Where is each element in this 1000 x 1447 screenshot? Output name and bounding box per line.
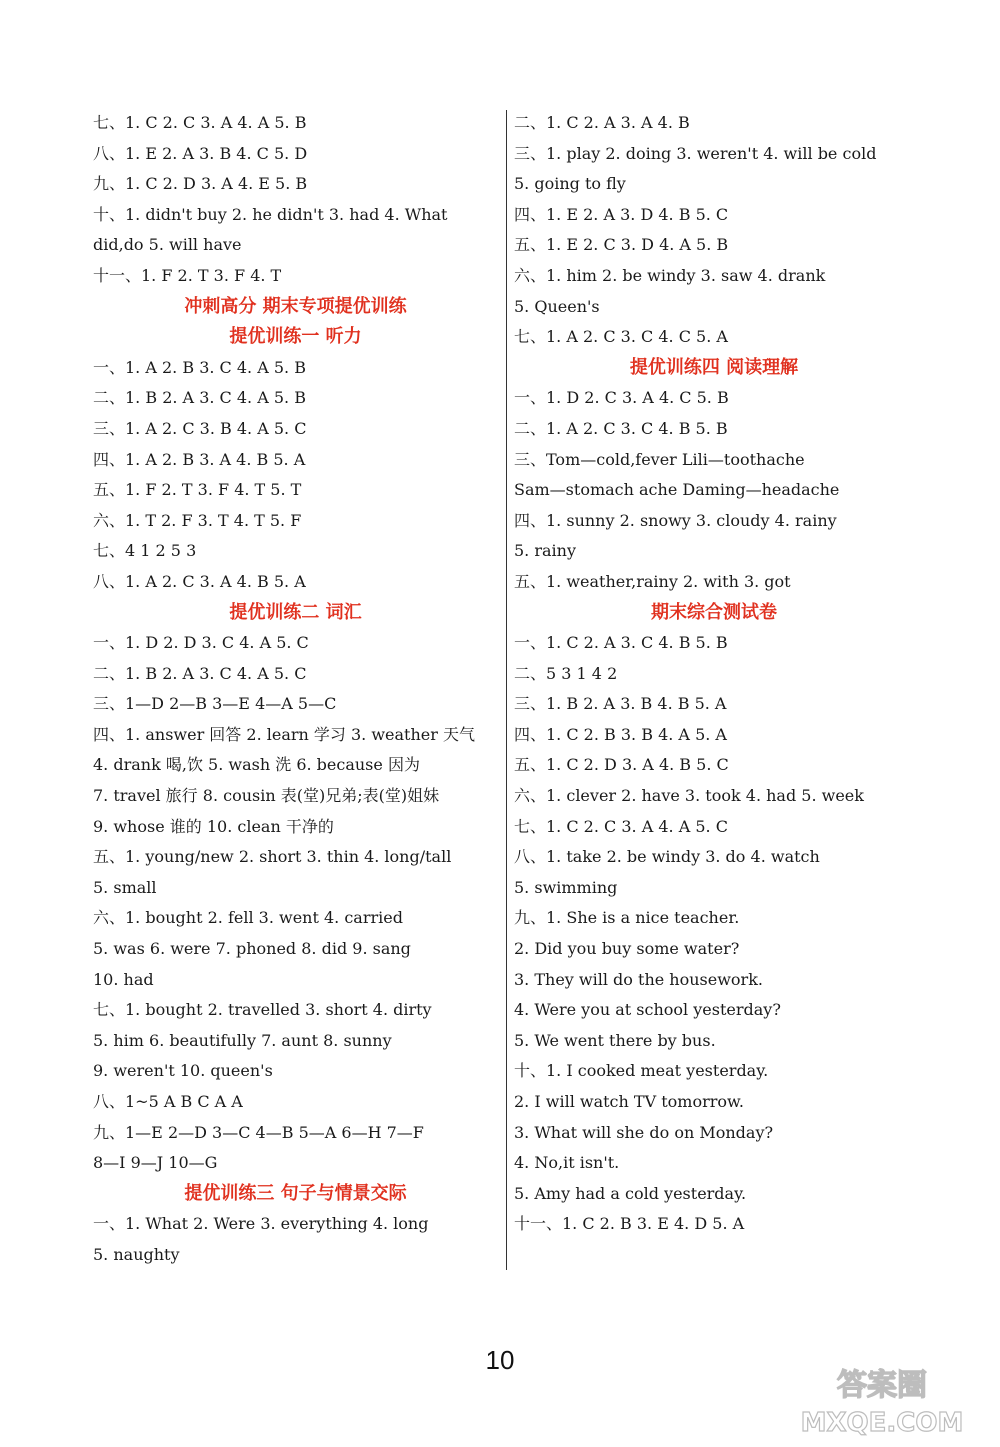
answer-line: 一、1. A 2. B 3. C 4. A 5. B xyxy=(93,357,306,377)
section-heading: 提优训练一 听力 xyxy=(229,326,362,348)
answer-line: 六、1. clever 2. have 3. took 4. had 5. week xyxy=(514,786,864,806)
answer-line: 8—I 9—J 10—G xyxy=(93,1153,218,1173)
answer-line: 十一、1. F 2. T 3. F 4. T xyxy=(93,265,282,285)
answer-line: 二、5 3 1 4 2 xyxy=(514,663,618,683)
answer-line: 七、1. bought 2. travelled 3. short 4. dirty xyxy=(93,1000,432,1020)
answer-line: 十、1. didn't buy 2. he didn't 3. had 4. What xyxy=(93,204,448,224)
left-answer-column xyxy=(93,108,498,1271)
answer-line: 四、1. answer 回答 2. learn 学习 3. weather 天气 xyxy=(93,724,475,744)
answer-line: 九、1. She is a nice teacher. xyxy=(514,908,740,928)
answer-line: 2. I will watch TV tomorrow. xyxy=(514,1092,744,1111)
answer-line: did,do 5. will have xyxy=(93,235,242,255)
answer-line: 五、1. E 2. C 3. D 4. A 5. B xyxy=(514,235,729,255)
answer-line: 十一、1. C 2. B 3. E 4. D 5. A xyxy=(514,1214,745,1234)
answer-line: 5. We went there by bus. xyxy=(514,1030,716,1050)
answer-line: 十、1. I cooked meat yesterday. xyxy=(514,1061,769,1081)
answer-line: 一、1. D 2. C 3. A 4. C 5. B xyxy=(514,388,729,408)
answer-line: 九、1—E 2—D 3—C 4—B 5—A 6—H 7—F xyxy=(93,1122,424,1142)
answer-line: 5. rainy xyxy=(514,541,576,561)
answer-line: 三、Tom—cold,fever Lili—toothache xyxy=(514,449,805,469)
section-heading: 提优训练三 句子与情景交际 xyxy=(184,1182,407,1204)
answer-line: 5. Queen's xyxy=(514,296,600,316)
answer-line: 五、1. young/new 2. short 3. thin 4. long/tall xyxy=(93,847,452,867)
answer-line: 2. Did you buy some water? xyxy=(514,939,740,959)
answer-line: 5. naughty xyxy=(93,1244,180,1264)
answer-line: 六、1. T 2. F 3. T 4. T 5. F xyxy=(93,510,302,530)
answer-line: 9. whose 谁的 10. clean 干净的 xyxy=(93,816,334,836)
answer-line: 四、1. sunny 2. snowy 3. cloudy 4. rainy xyxy=(514,510,837,530)
answer-line: 5. going to fly xyxy=(514,174,626,194)
answer-line: 三、1. play 2. doing 3. weren't 4. will be cold xyxy=(514,143,877,163)
answer-line: 六、1. him 2. be windy 3. saw 4. drank xyxy=(514,265,826,285)
answer-line: 四、1. C 2. B 3. B 4. A 5. A xyxy=(514,724,727,744)
answer-line: 八、1. E 2. A 3. B 4. C 5. D xyxy=(93,143,308,163)
section-heading: 提优训练二 词汇 xyxy=(229,601,362,623)
answer-line: 四、1. E 2. A 3. D 4. B 5. C xyxy=(514,204,729,224)
answer-line: 9. weren't 10. queen's xyxy=(93,1061,273,1081)
answer-line: 七、1. C 2. C 3. A 4. A 5. B xyxy=(93,113,307,132)
answer-line: 七、4 1 2 5 3 xyxy=(93,541,197,561)
answer-line: 4. No,it isn't. xyxy=(514,1153,620,1173)
answer-line: 三、1. B 2. A 3. B 4. B 5. A xyxy=(514,694,727,714)
answer-line: 三、1—D 2—B 3—E 4—A 5—C xyxy=(93,694,337,714)
answer-line: 二、1. B 2. A 3. C 4. A 5. C xyxy=(93,663,307,683)
answer-line: 七、1. C 2. C 3. A 4. A 5. C xyxy=(514,816,728,836)
section-heading: 期末综合测试卷 xyxy=(651,601,777,623)
answer-line: 5. Amy had a cold yesterday. xyxy=(514,1183,747,1203)
column-divider xyxy=(506,110,507,1270)
answer-line: 一、1. What 2. Were 3. everything 4. long xyxy=(93,1214,429,1234)
answer-line: 六、1. bought 2. fell 3. went 4. carried xyxy=(93,908,403,928)
answer-line: 一、1. C 2. A 3. C 4. B 5. B xyxy=(514,633,728,653)
answer-line: 4. drank 喝,饮 5. wash 洗 6. because 因为 xyxy=(93,755,420,775)
answer-line: 五、1. C 2. D 3. A 4. B 5. C xyxy=(514,755,729,775)
answer-line: 七、1. A 2. C 3. C 4. C 5. A xyxy=(514,327,728,347)
section-heading: 冲刺高分 期末专项提优训练 xyxy=(184,295,407,317)
answer-line: 10. had xyxy=(93,969,154,989)
answer-line: 一、1. D 2. D 3. C 4. A 5. C xyxy=(93,633,309,653)
answer-line: 二、1. B 2. A 3. C 4. A 5. B xyxy=(93,388,306,408)
answer-line: 7. travel 旅行 8. cousin 表(堂)兄弟;表(堂)姐妹 xyxy=(93,786,440,806)
watermark-bottom-text: MXQE.COM xyxy=(800,1408,964,1438)
answer-line: 5. was 6. were 7. phoned 8. did 9. sang xyxy=(93,939,411,959)
answer-line: 3. They will do the housework. xyxy=(514,969,763,989)
answer-line: 二、1. A 2. C 3. C 4. B 5. B xyxy=(514,418,728,438)
answer-line: 四、1. A 2. B 3. A 4. B 5. A xyxy=(93,449,306,469)
answer-line: 八、1. take 2. be windy 3. do 4. watch xyxy=(514,847,820,867)
answer-line: 八、1. A 2. C 3. A 4. B 5. A xyxy=(93,571,306,591)
right-answer-column xyxy=(514,108,914,1240)
answer-line: Sam—stomach ache Daming—headache xyxy=(514,480,840,500)
answer-line: 五、1. weather,rainy 2. with 3. got xyxy=(514,571,791,591)
answer-line: 八、1~5 A B C A A xyxy=(93,1092,243,1111)
watermark-logo xyxy=(782,1359,982,1439)
answer-line: 三、1. A 2. C 3. B 4. A 5. C xyxy=(93,418,307,438)
answer-line: 3. What will she do on Monday? xyxy=(514,1122,774,1142)
answer-line: 4. Were you at school yesterday? xyxy=(514,1000,781,1020)
answer-line: 5. small xyxy=(93,877,157,897)
answer-line: 九、1. C 2. D 3. A 4. E 5. B xyxy=(93,174,308,194)
watermark-top-text: 答案圈 xyxy=(837,1368,927,1403)
page-number: 10 xyxy=(485,1345,515,1375)
answer-line: 二、1. C 2. A 3. A 4. B xyxy=(514,113,690,132)
answer-line: 5. him 6. beautifully 7. aunt 8. sunny xyxy=(93,1030,392,1050)
section-heading: 提优训练四 阅读理解 xyxy=(629,356,799,378)
answer-line: 5. swimming xyxy=(514,877,618,897)
answer-line: 五、1. F 2. T 3. F 4. T 5. T xyxy=(93,480,302,500)
